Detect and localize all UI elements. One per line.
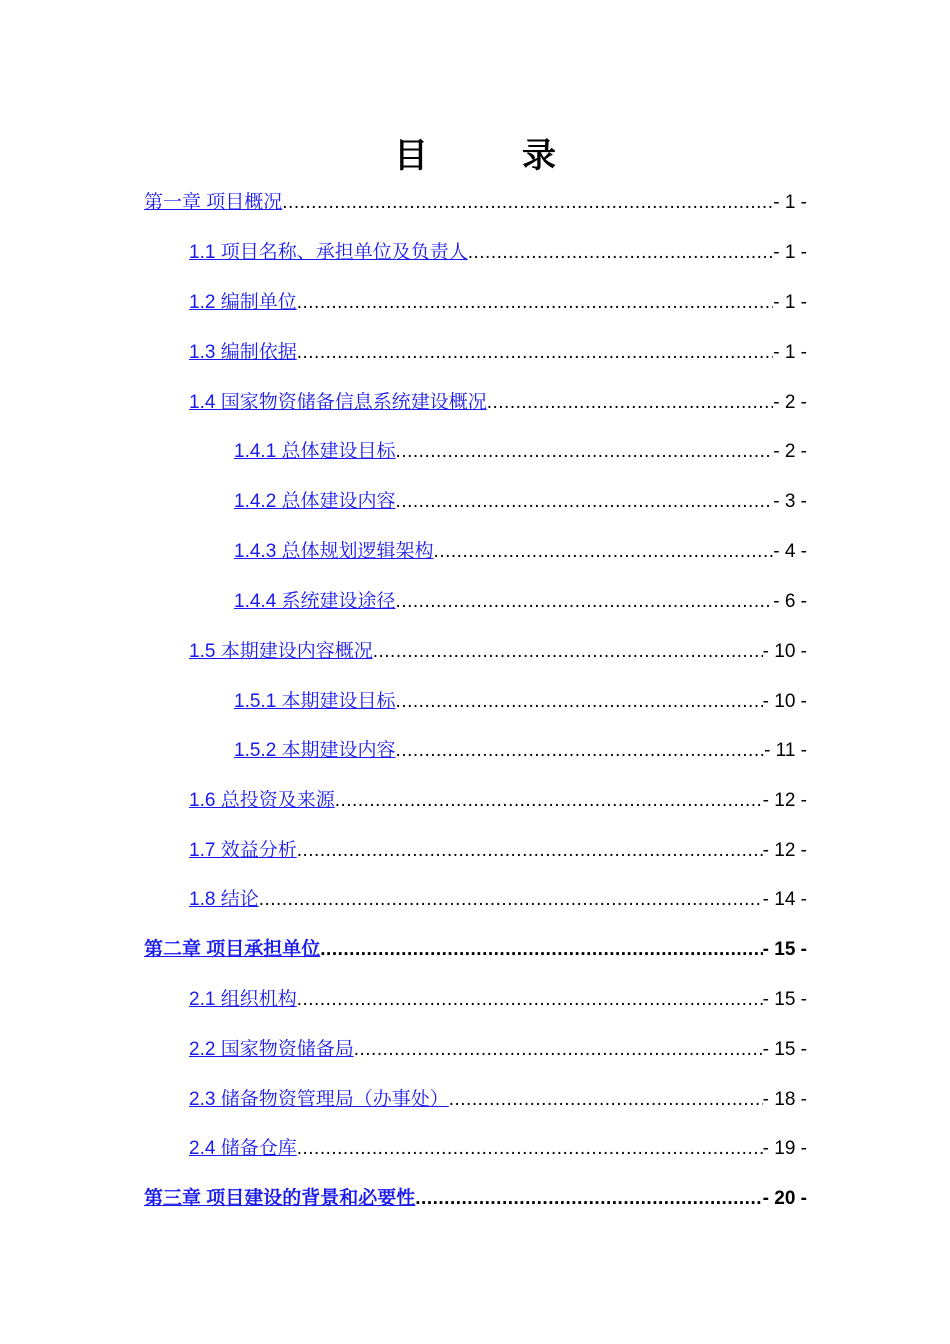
toc-link[interactable]: 2.2 国家物资储备局 <box>189 1039 354 1060</box>
toc-page-number: - 11 - <box>764 740 807 761</box>
toc-leader-dots <box>354 1038 763 1062</box>
toc-leader-dots <box>449 1088 763 1112</box>
toc-entry-2-4[interactable] <box>189 1131 807 1161</box>
toc-entry-1-7[interactable] <box>189 833 807 863</box>
toc-entry-1-6[interactable] <box>189 783 807 813</box>
toc-link[interactable]: 1.1 项目名称、承担单位及负责人 <box>189 242 468 263</box>
toc-leader-dots <box>297 839 763 863</box>
toc-link[interactable]: 1.4.1 总体建设目标 <box>234 441 396 462</box>
toc-leader-dots <box>415 1187 762 1211</box>
toc-leader-dots <box>373 640 763 664</box>
toc-page-number: - 18 - <box>762 1089 807 1110</box>
toc-link[interactable]: 第一章 项目概况 <box>144 192 283 213</box>
toc-entry-2-3[interactable] <box>189 1082 807 1112</box>
toc-page-number: - 2 - <box>773 441 807 462</box>
toc-link[interactable]: 第二章 项目承担单位 <box>144 939 321 960</box>
toc-link[interactable]: 第三章 项目建设的背景和必要性 <box>144 1188 416 1209</box>
toc-page-number: - 19 - <box>762 1138 807 1159</box>
toc-entry-1-4-2[interactable] <box>234 484 807 514</box>
toc-link[interactable]: 1.4 国家物资储备信息系统建设概况 <box>189 392 487 413</box>
toc-entry-1-4[interactable] <box>189 385 807 415</box>
toc-page-number: - 15 - <box>762 989 807 1010</box>
toc-entry-1-8[interactable] <box>189 882 807 912</box>
toc-page-number: - 15 - <box>762 1039 807 1060</box>
toc-page-number: - 1 - <box>773 292 807 313</box>
toc-entry-1-4-4[interactable] <box>234 584 807 614</box>
toc-link[interactable]: 1.6 总投资及来源 <box>189 790 335 811</box>
toc-leader-dots <box>259 888 763 912</box>
toc-leader-dots <box>297 988 763 1012</box>
toc-entry-2-2[interactable] <box>189 1032 807 1062</box>
toc-page-number: - 1 - <box>773 242 807 263</box>
toc-entry-1-5-1[interactable] <box>234 684 807 714</box>
toc-entry-1-3[interactable] <box>189 335 807 365</box>
toc-leader-dots <box>396 739 765 763</box>
toc-page-number: - 1 - <box>773 342 807 363</box>
toc-leader-dots <box>396 590 774 614</box>
toc-link[interactable]: 2.4 储备仓库 <box>189 1138 297 1159</box>
toc-leader-dots <box>297 291 774 315</box>
toc-leader-dots <box>396 490 774 514</box>
toc-leader-dots <box>297 341 774 365</box>
toc-leader-dots <box>396 690 763 714</box>
toc-page-number: - 12 - <box>762 840 807 861</box>
toc-link[interactable]: 1.5.1 本期建设目标 <box>234 691 396 712</box>
toc-link[interactable]: 1.4.4 系统建设途径 <box>234 591 396 612</box>
toc-page-number: - 6 - <box>773 591 807 612</box>
toc-leader-dots <box>320 938 762 962</box>
toc-entry-1-1[interactable] <box>189 235 807 265</box>
toc-page-number: - 3 - <box>773 491 807 512</box>
toc-entry-1-5[interactable] <box>189 634 807 664</box>
toc-entry-1-2[interactable] <box>189 285 807 315</box>
toc-page-number: - 10 - <box>762 691 807 712</box>
toc-link[interactable]: 2.1 组织机构 <box>189 989 297 1010</box>
page-title: 目 录 <box>394 136 586 176</box>
toc-entry-chapter-3[interactable] <box>144 1181 807 1211</box>
toc-link[interactable]: 2.3 储备物资管理局（办事处） <box>189 1089 449 1110</box>
toc-page-number: - 4 - <box>773 541 807 562</box>
toc-page-number: - 12 - <box>762 790 807 811</box>
toc-leader-dots <box>434 540 774 564</box>
toc-page-number: - 20 - <box>762 1188 807 1209</box>
toc-page-number: - 2 - <box>773 392 807 413</box>
toc-link[interactable]: 1.5 本期建设内容概况 <box>189 641 373 662</box>
toc-leader-dots <box>335 789 763 813</box>
toc-page-number: - 14 - <box>762 889 807 910</box>
toc-page-number: - 1 - <box>773 192 807 213</box>
toc-page-number: - 10 - <box>762 641 807 662</box>
toc-entry-1-4-3[interactable] <box>234 534 807 564</box>
toc-link[interactable]: 1.2 编制单位 <box>189 292 297 313</box>
toc-entry-1-5-2[interactable] <box>234 733 807 763</box>
toc-leader-dots <box>468 241 774 265</box>
toc-leader-dots <box>487 391 774 415</box>
toc-leader-dots <box>297 1137 763 1161</box>
toc-link[interactable]: 1.7 效益分析 <box>189 840 297 861</box>
toc-link[interactable]: 1.8 结论 <box>189 889 259 910</box>
toc-leader-dots <box>282 191 773 215</box>
toc-link[interactable]: 1.5.2 本期建设内容 <box>234 740 396 761</box>
toc-link[interactable]: 1.4.2 总体建设内容 <box>234 491 396 512</box>
toc-link[interactable]: 1.4.3 总体规划逻辑架构 <box>234 541 434 562</box>
toc-link[interactable]: 1.3 编制依据 <box>189 342 297 363</box>
toc-entry-chapter-2[interactable] <box>144 932 807 962</box>
toc-entry-1-4-1[interactable] <box>234 434 807 464</box>
toc-leader-dots <box>396 440 774 464</box>
toc-entry-2-1[interactable] <box>189 982 807 1012</box>
toc-page-number: - 15 - <box>762 939 807 960</box>
toc-entry-chapter-1[interactable] <box>144 185 807 215</box>
